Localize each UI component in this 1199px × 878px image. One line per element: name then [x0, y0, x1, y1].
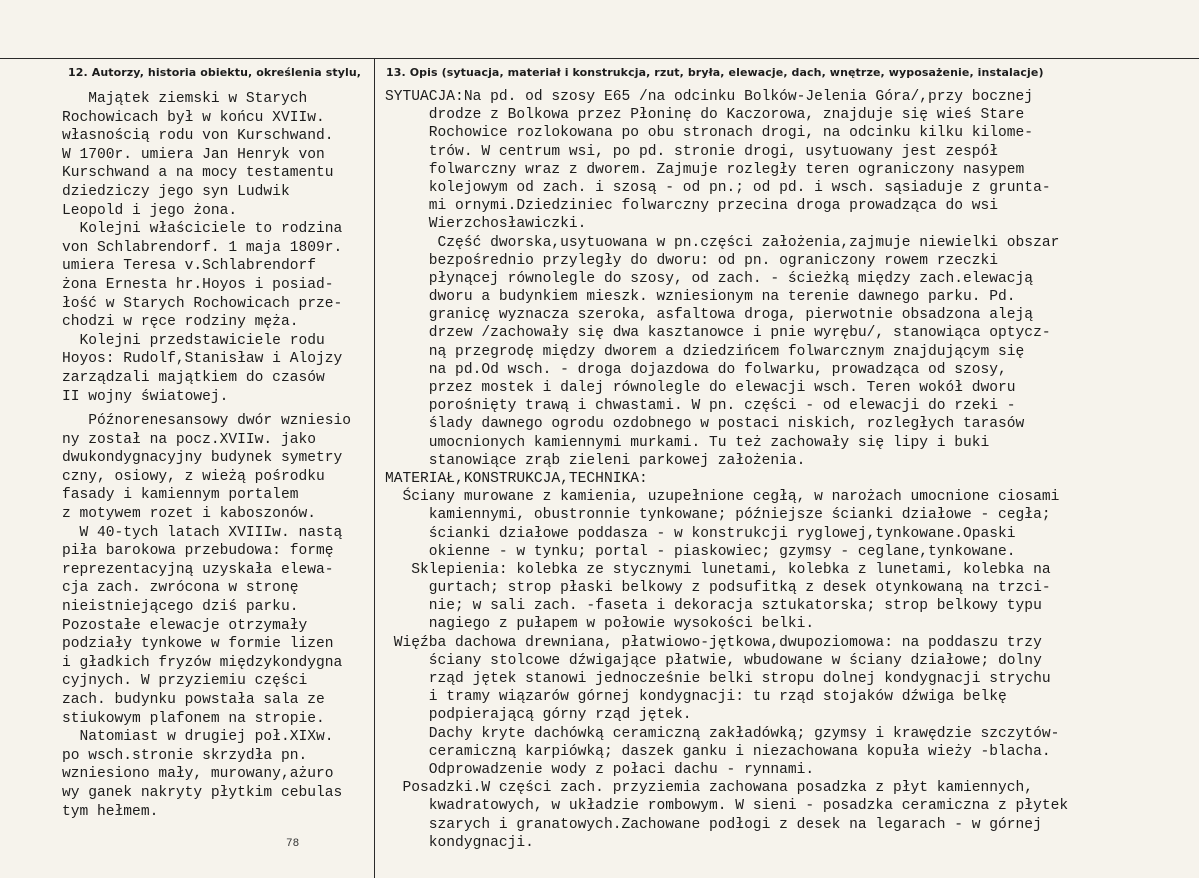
right-text-line: szarych i granatowych.Zachowane podłogi z desek na legarach - w górnej	[385, 816, 1042, 833]
left-text-line: nieistniejącego dziś parku.	[62, 599, 299, 616]
right-text-line: porośnięty trawą i chwastami. W pn. części - od elewacji do rzeki -	[385, 398, 1016, 415]
left-text-line: stiukowym plafonem na stropie.	[62, 710, 325, 727]
left-text-line: chodzi w ręce rodziny męża.	[62, 314, 299, 331]
right-paragraph	[385, 234, 1195, 470]
left-text-line: z motywem rozet i kaboszonów.	[62, 506, 316, 523]
description-text-column	[385, 88, 1195, 852]
right-text-line: Dachy kryte dachówką ceramiczną zakładówką; gzymsy i krawędzie szczytów-	[385, 725, 1060, 742]
right-paragraph	[385, 470, 1195, 852]
left-text-line: umiera Teresa v.Schlabrendorf	[62, 258, 316, 275]
left-text-line: własnością rodu von Kurschwand.	[62, 128, 334, 145]
right-text-line: folwarczny wraz z dworem. Zajmuje rozległy teren ograniczony nasypem	[385, 161, 1025, 178]
right-text-line: kondygnacji.	[385, 834, 534, 851]
right-text-line: nie; w sali zach. -faseta i dekoracja sztukatorska; strop belkowy typu	[385, 598, 1042, 615]
left-paragraph	[62, 728, 374, 821]
right-text-line: stanowiące zrąb zieleni parkowej założenia.	[385, 452, 806, 469]
left-text-line: Kolejni właściciele to rodzina	[62, 221, 343, 238]
right-text-line: bezpośrednio przyległy do dworu: od pn. ograniczony rowem rzeczki	[385, 252, 999, 269]
top-rule	[0, 58, 1199, 59]
right-text-line: podpierającą górny rząd jętek.	[385, 707, 692, 724]
right-text-line: Posadzki.W części zach. przyziemia zachowana posadzka z płyt kamiennych,	[385, 780, 1034, 797]
right-text-line: na pd.Od wsch. - droga dojazdowa do folwarku, prowadząca od szosy,	[385, 361, 1007, 378]
left-text-line: podziały tynkowe w formie lizen	[62, 636, 334, 653]
right-text-line: rząd jętek stanowi jednocześnie belki stropu dolnej kondygnacji strychu	[385, 671, 1051, 687]
left-column-header: 12. Autorzy, historia obiektu, określenia stylu,	[68, 66, 362, 79]
right-text-line: Ściany murowane z kamienia, uzupełnione cegłą, w narożach umocnione ciosami	[385, 489, 1060, 506]
right-text-line: Wierzchosławiczki.	[385, 216, 587, 233]
left-text-line: tym hełmem.	[62, 803, 159, 820]
left-paragraph	[62, 524, 374, 729]
right-text-line: MATERIAŁ,KONSTRUKCJA,TECHNIKA:	[385, 470, 648, 487]
right-text-line: ścianki działowe poddasza - w konstrukcji ryglowej,tynkowane.Opaski	[385, 525, 1016, 542]
right-text-line: ną przegrodę między dworem a dziedzińcem folwarcznym znajdującym się	[385, 343, 1025, 360]
right-text-line: granicę wyznacza szeroka, asfaltowa droga, pierwotnie obsadzona aleją	[385, 307, 1034, 324]
right-text-line: drzew /zachowały się dwa kasztanowce i pnie wyrębu/, stanowiąca optycz-	[385, 325, 1051, 342]
column-divider	[374, 58, 375, 878]
right-paragraph	[385, 88, 1195, 234]
left-paragraph	[62, 412, 374, 524]
left-text-line: Pozostałe elewacje otrzymały	[62, 617, 308, 634]
right-text-line: Część dworska,usytuowana w pn.części założenia,zajmuje niewielki obszar	[385, 234, 1060, 251]
left-text-line: łość w Starych Rochowicach prze-	[62, 295, 343, 312]
left-text-line: wzniesiono mały, murowany,ażuro	[62, 766, 334, 783]
right-text-line: Odprowadzenie wody z połaci dachu - rynnami.	[385, 761, 815, 778]
left-text-line: Leopold i jego żona.	[62, 202, 238, 219]
left-text-line: Rochowicach był w końcu XVIIw.	[62, 109, 325, 126]
left-text-line: von Schlabrendorf. 1 maja 1809r.	[62, 239, 343, 256]
right-text-line: nagiego z pułapem w połowie wysokości belki.	[385, 616, 815, 633]
left-text-line: Kolejni przedstawiciele rodu	[62, 332, 325, 349]
left-text-line: Kurschwand a na mocy testamentu	[62, 165, 334, 182]
left-text-line: II wojny światowej.	[62, 388, 229, 405]
right-text-line: ściany stolcowe dźwigające płatwie, wbudowane w ściany działowe; dolny	[385, 652, 1042, 669]
left-text-line: W 1700r. umiera Jan Henryk von	[62, 146, 325, 163]
left-text-line: piła barokowa przebudowa: formę	[62, 543, 334, 560]
right-text-line: przez mostek i dalej równolegle do elewacji wsch. Teren wokół dworu	[385, 380, 1016, 396]
right-text-line: ceramiczną karpiówką; daszek ganku i niezachowana kopuła wieży -blacha.	[385, 743, 1051, 760]
left-text-line: fasady i kamiennym portalem	[62, 487, 299, 504]
right-text-line: Rochowice rozlokowana po obu stronach drogi, na odcinku kilku kilome-	[385, 125, 1034, 142]
right-text-line: dworu a budynkiem mieszk. wzniesionym na terenie dawnego parku. Pd.	[385, 289, 1016, 306]
left-text-line: i gładkich fryzów międzykondygna	[62, 654, 343, 671]
left-text-line: czny, osiowy, z wieżą pośrodku	[62, 468, 325, 485]
left-text-line: dwukondygnacyjny budynek symetry	[62, 450, 343, 467]
left-paragraph	[62, 220, 374, 332]
left-paragraph	[62, 90, 374, 220]
left-text-line: ny został na pocz.XVIIw. jako	[62, 431, 316, 448]
right-text-line: Sklepienia: kolebka ze stycznymi lunetami, kolebka z lunetami, kolebka na	[385, 561, 1051, 578]
right-text-line: ślady dawnego ogrodu ozdobnego w postaci niskich, rozległych tarasów	[385, 416, 1025, 433]
left-text-line: Późnorenesansowy dwór wzniesio	[62, 413, 352, 430]
right-text-line: drodze z Bolkowa przez Płoninę do Kaczorowa, znajduje się wieś Stare	[385, 107, 1025, 124]
history-text-column	[62, 90, 374, 821]
right-text-line: umocnionych kamiennymi murkami. Tu też zachowały się lipy i buki	[385, 434, 990, 451]
left-text-line: cja zach. zwrócona w stronę	[62, 580, 299, 597]
right-text-line: trów. W centrum wsi, po pd. stronie drogi, usytuowany jest zespół	[385, 143, 999, 160]
left-text-line: żona Ernesta hr.Hoyos i posiad-	[62, 276, 334, 293]
left-paragraph	[62, 332, 374, 406]
right-text-line: kamiennymi, obustronnie tynkowane; późniejsze ścianki działowe - cegła;	[385, 507, 1051, 524]
left-text-line: Majątek ziemski w Starych	[62, 91, 308, 107]
left-text-line: wy ganek nakryty płytkim cebulas	[62, 784, 343, 801]
left-text-line: W 40-tych latach XVIIIw. nastą	[62, 524, 343, 541]
left-text-line: po wsch.stronie skrzydła pn.	[62, 747, 308, 764]
left-text-line: Natomiast w drugiej poł.XIXw.	[62, 729, 334, 746]
right-text-line: kwadratowych, w układzie rombowym. W sieni - posadzka ceramiczna z płytek	[385, 798, 1069, 815]
right-text-line: płynącej równolegle do szosy, od zach. - ścieżką między zach.elewacją	[385, 270, 1034, 287]
right-text-line: mi ornymi.Dziedziniec folwarczny przecina droga prowadząca do wsi	[385, 198, 999, 215]
right-text-line: i tramy wiązarów górnej kondygnacji: tu rząd stojaków dźwiga belkę	[385, 689, 1007, 706]
right-text-line: gurtach; strop płaski belkowy z podsufitką z desek otynkowaną na trzci-	[385, 580, 1051, 597]
left-text-line: zach. budynku powstała sala ze	[62, 692, 325, 708]
right-text-line: Więźba dachowa drewniana, płatwiowo-jętkowa,dwupoziomowa: na poddaszu trzy	[385, 634, 1042, 651]
left-text-line: reprezentacyjną uzyskała elewa-	[62, 561, 334, 578]
left-text-line: dziedziczy jego syn Ludwik	[62, 183, 290, 200]
page-mark: 78	[286, 838, 300, 850]
right-text-line: SYTUACJA:Na pd. od szosy E65 /na odcinku Bolków-Jelenia Góra/,przy bocznej	[385, 89, 1034, 105]
left-text-line: Hoyos: Rudolf,Stanisław i Alojzy	[62, 351, 343, 368]
left-text-line: zarządzali majątkiem do czasów	[62, 369, 325, 386]
right-column-header: 13. Opis (sytuacja, materiał i konstrukcja, rzut, bryła, elewacje, dach, wnętrze, wyposażenie, instalacje)	[386, 66, 1044, 79]
right-text-line: kolejowym od zach. i szosą - od pn.; od pd. i wsch. sąsiaduje z grunta-	[385, 179, 1051, 196]
right-text-line: okienne - w tynku; portal - piaskowiec; gzymsy - ceglane,tynkowane.	[385, 543, 1016, 560]
left-text-line: cyjnych. W przyziemiu części	[62, 673, 308, 690]
